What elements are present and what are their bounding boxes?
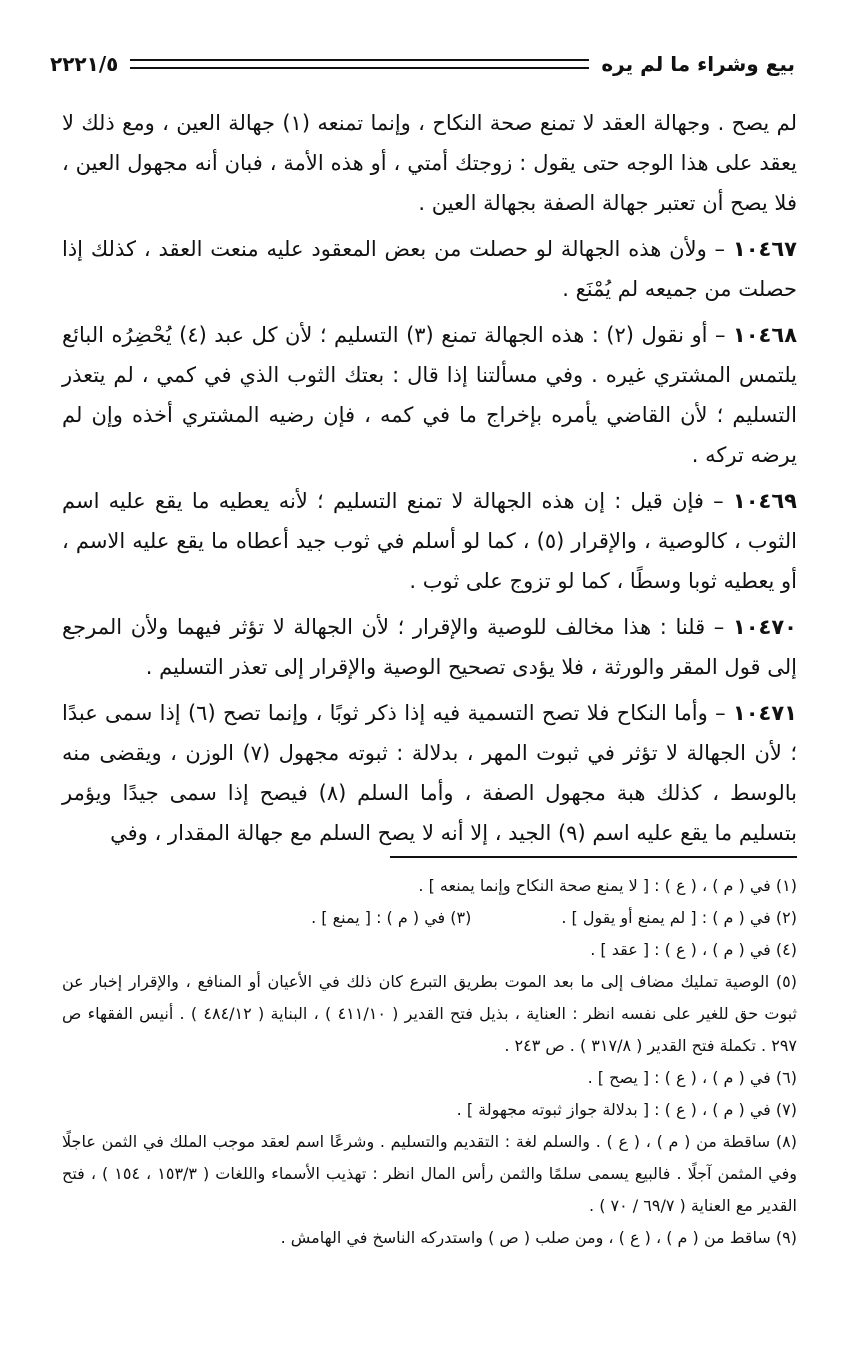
paragraph-number: ١٠٤٦٧ <box>732 237 797 261</box>
paragraph-number: ١٠٤٦٩ <box>732 489 797 513</box>
paragraph <box>62 315 797 475</box>
paragraph-text: – أو نقول (٢) : هذه الجهالة تمنع (٣) التسليم ؛ لأن كل عبد (٤) يُحْضِرُه البائع يلتمس المشتري غيره . وفي مسألتنا إذا قال : بعتك الثوب الذي في كمي ، لم يتعذر التسليم ؛ لأن القاضي يأمره بإخراج ما في كمه ، فإن رضيه المشتري أخذه وإن لم يرضه تركه . <box>62 323 797 467</box>
footnote: (٣) في ( م ) : [ يمنع ] . <box>311 908 472 927</box>
footnote-separator <box>390 856 797 858</box>
paragraph <box>62 229 797 309</box>
footnote: (٢) في ( م ) : [ لم يمنع أو يقول ] . <box>561 908 797 927</box>
paragraph-number: ١٠٤٧٠ <box>732 615 797 639</box>
footnote: (٧) في ( م ) ، ( ع ) : [ بدلالة جواز ثبوته مجهولة ] . <box>456 1100 797 1119</box>
paragraph <box>62 693 797 853</box>
paragraph-text: – وأما النكاح فلا تصح التسمية فيه إذا ذكر ثوبًا ، وإنما تصح (٦) إذا سمى عبدًا ؛ لأن الجهالة لا تؤثر في ثبوت المهر ، بدلالة : ثبوته مجهول (٧) الوزن ، ويقضى منه بالوسط ، كذلك هبة مجهول الصفة ، وأما السلم (٨) فيصح إذا سمى جيدًا ويؤمر بتسليم ما يقع عليه اسم (٩) الجيد ، إلا أنه لا يصح السلم مع جهالة المقدار ، وفي <box>62 701 798 845</box>
paragraph <box>62 607 797 687</box>
footnote: (٩) ساقط من ( م ) ، ( ع ) ، ومن صلب ( ص ) واستدركه الناسخ في الهامش . <box>280 1228 797 1247</box>
header-rule <box>130 59 589 69</box>
footnote: (١) في ( م ) ، ( ع ) : [ لا يمنع صحة النكاح وإنما يمنعه ] . <box>418 876 797 895</box>
paragraph-text: – ولأن هذه الجهالة لو حصلت من بعض المعقود عليه منعت العقد ، كذلك إذا حصلت من جميعه لم يُمْنَع . <box>62 237 797 301</box>
paragraph-text: – فإن قيل : إن هذه الجهالة لا تمنع التسليم ؛ لأنه يعطيه ما يقع عليه اسم الثوب ، كالوصية ، والإقرار (٥) ، كما لو أسلم في ثوب جيد أعطاه ما يقع عليه الاسم ، أو يعطيه ثوبا وسطًا ، كما لو تزوج على ثوب . <box>62 489 797 593</box>
page-reference: ٢٢٢١/٥ <box>50 52 119 76</box>
footnote: (٦) في ( م ) ، ( ع ) : [ يصح ] . <box>587 1068 797 1087</box>
footnote: (٨) ساقطة من ( م ) ، ( ع ) . والسلم لغة : التقديم والتسليم . وشرعًا اسم لعقد موجب الملك في الثمن عاجلًا وفي المثمن آجلًا . فالبيع يسمى سلمًا والثمن رأس المال انظر : تهذيب الأسماء واللغات ( ١٥٣/٣ ، ١٥٤ ) ، فتح القدير مع العناية ( ٦٩/٧ / ٧٠ ) . <box>62 1132 798 1215</box>
paragraph <box>62 103 797 223</box>
main-text <box>62 103 797 853</box>
paragraph-number: ١٠٤٧١ <box>732 701 797 725</box>
paragraph-text: لم يصح . وجهالة العقد لا تمنع صحة النكاح ، وإنما تمنعه (١) جهالة العين ، ومع ذلك لا يعقد على هذا الوجه حتى يقول : زوجتك أمتي ، أو هذه الأمة ، فبان أنه مجهول العين ، فلا يصح أن تعتبر جهالة الصفة بجهالة العين . <box>62 111 797 215</box>
paragraph-text: – قلنا : هذا مخالف للوصية والإقرار ؛ لأن الجهالة لا تؤثر فيهما ولأن المرجع إلى قول المقر والورثة ، فلا يؤدى تصحيح الوصية والإقرار إلى تعذر التسليم . <box>62 615 797 679</box>
running-header <box>50 44 795 84</box>
paragraph <box>62 481 797 601</box>
footnote: (٤) في ( م ) ، ( ع ) : [ عقد ] . <box>590 940 797 959</box>
paragraph-number: ١٠٤٦٨ <box>732 323 798 347</box>
footnotes <box>62 870 797 1254</box>
footnote-row <box>62 902 797 934</box>
footnote: (٥) الوصية تمليك مضاف إلى ما بعد الموت بطريق التبرع كان ذلك في الأعيان أو المنافع ، والإقرار إخبار عن ثبوت حق للغير على نفسه انظر : العناية ، بذيل فتح القدير ( ٤١١/١٠ ) ، البناية ( ٤٨٤/١٢ ) . أنيس الفقهاء ص ٢٩٧ . تكملة فتح القدير ( ٣١٧/٨ ) . ص ٢٤٣ . <box>62 972 797 1055</box>
header-title: بيع وشراء ما لم يره <box>601 52 795 76</box>
